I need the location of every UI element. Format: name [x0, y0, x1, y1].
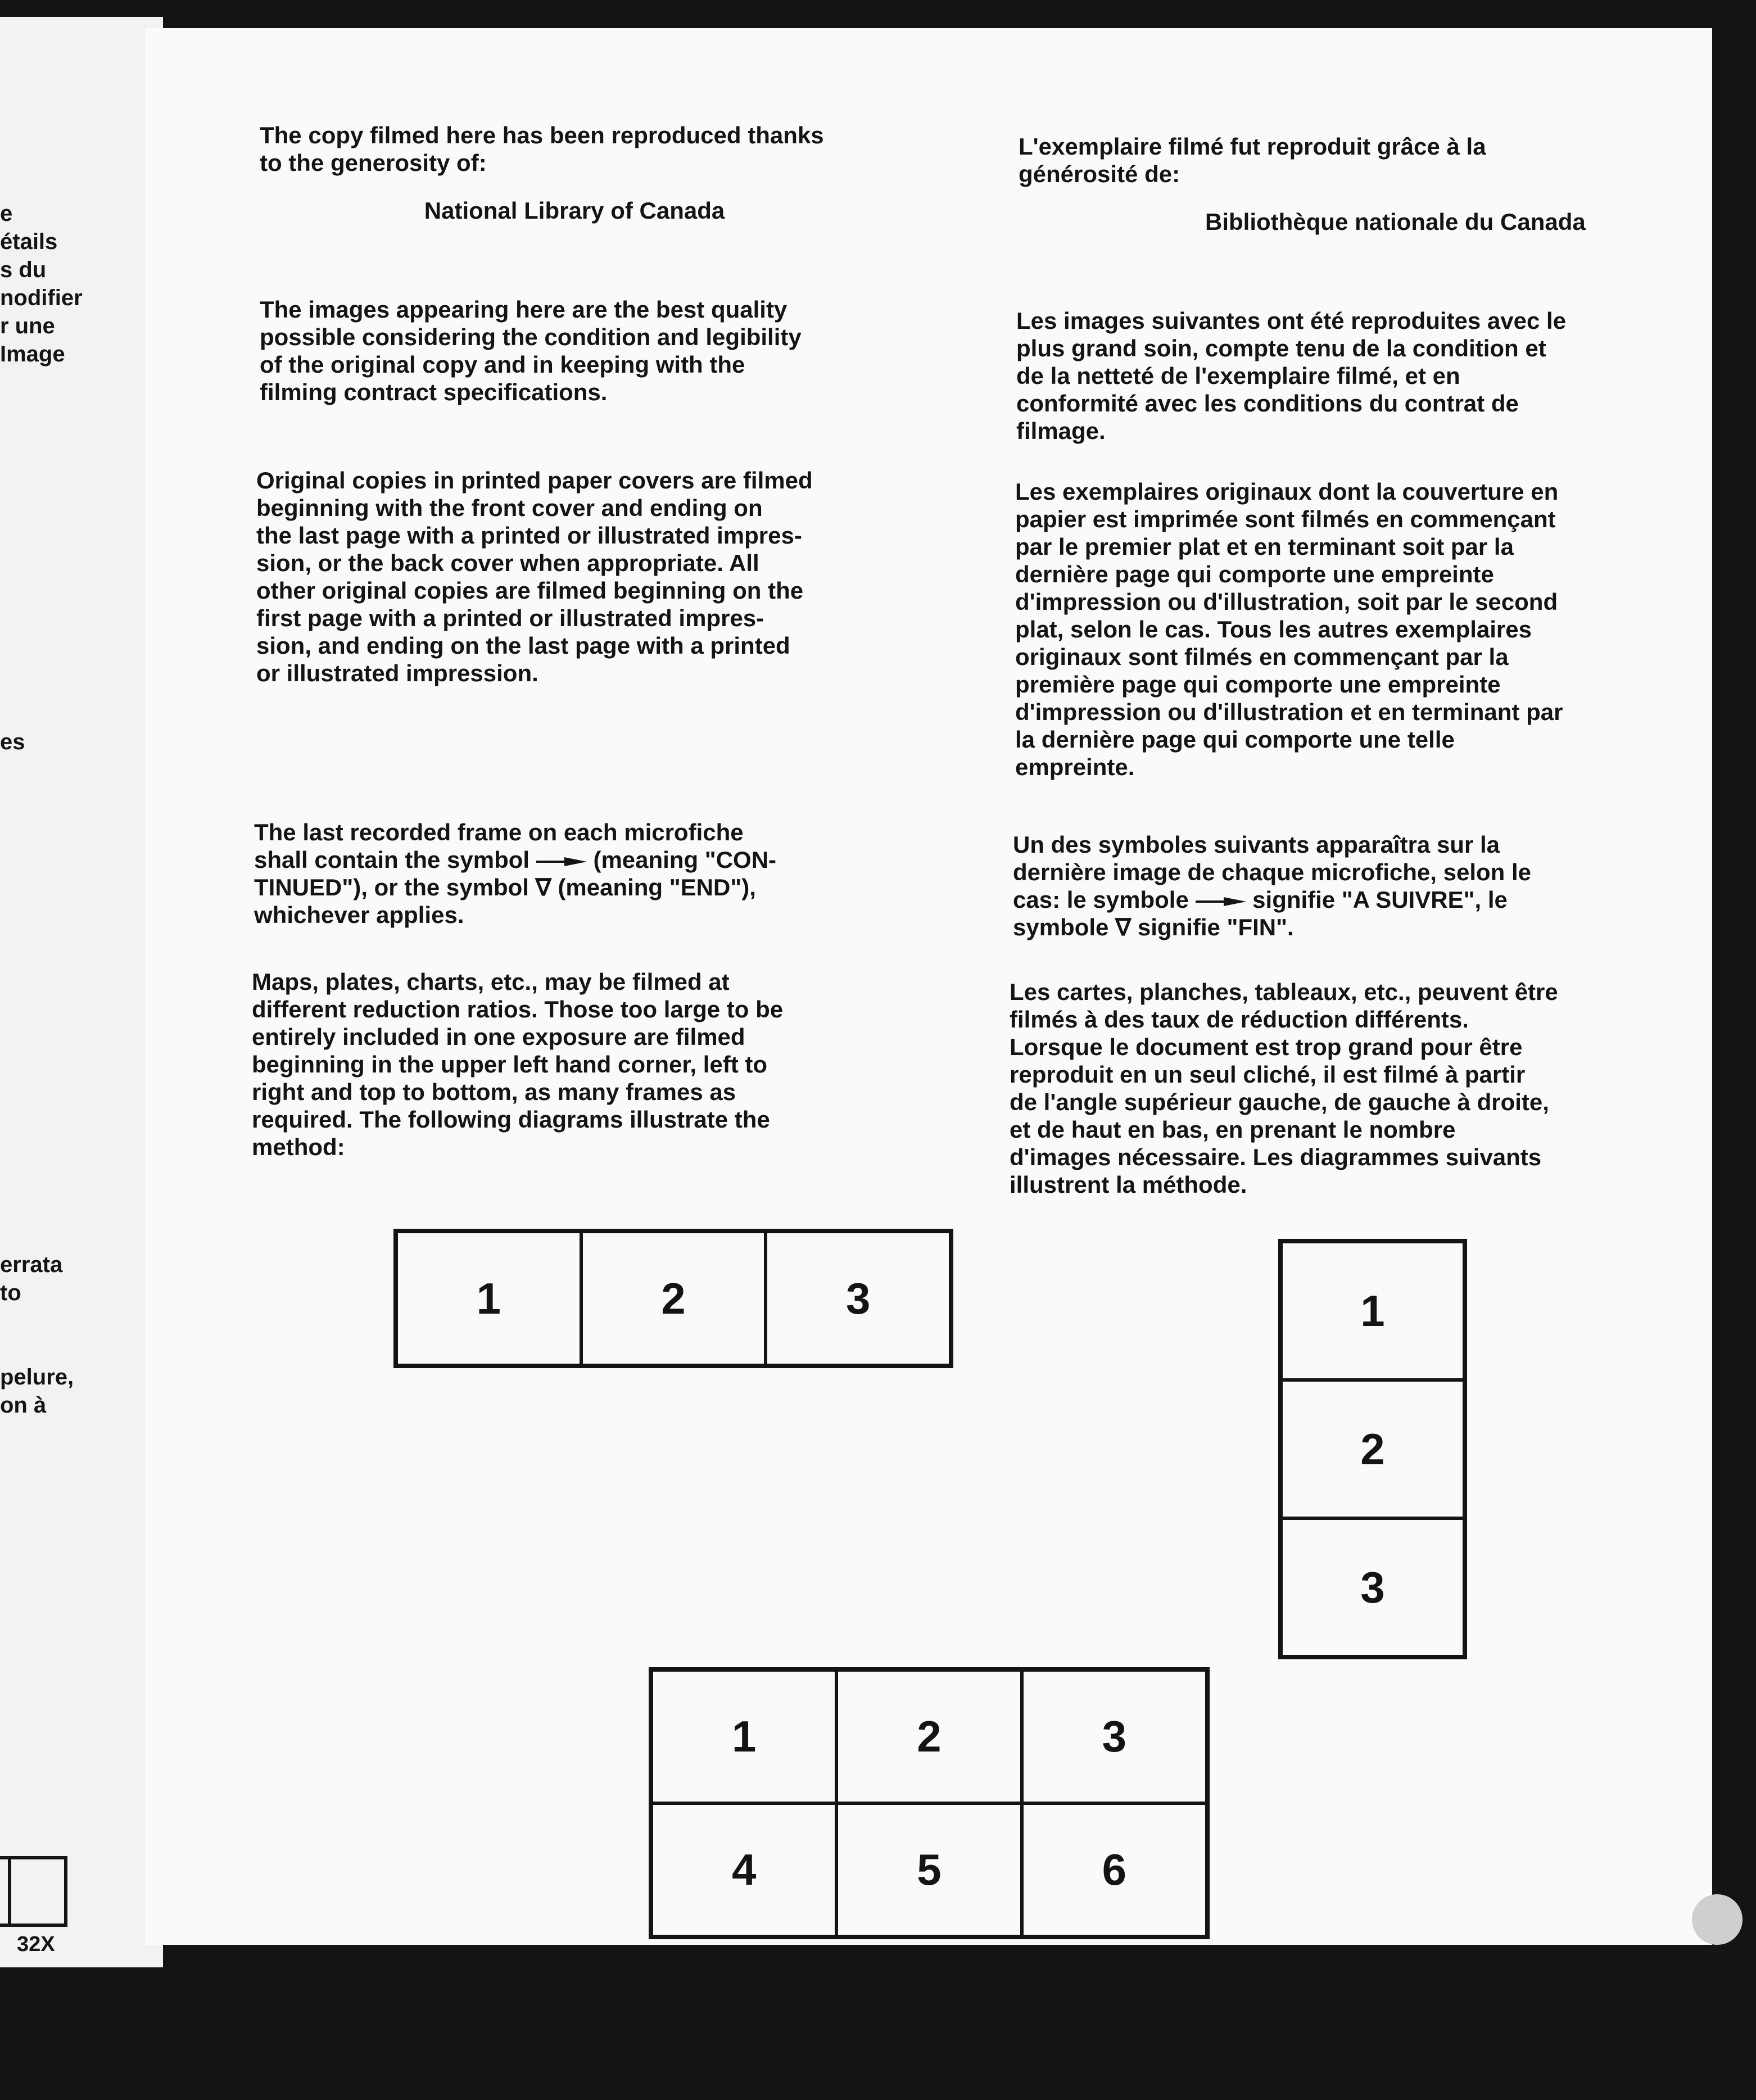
paragraph-line: beginning in the upper left hand corner, left to: [252, 1051, 768, 1078]
page: [145, 28, 1712, 1945]
text-span: shall contain the symbol: [254, 847, 530, 873]
diagram-horizontal: [393, 1229, 953, 1368]
paragraph-line: générosité de:: [1019, 161, 1180, 187]
paragraph-line: de la netteté de l'exemplaire filmé, et en: [1016, 363, 1460, 389]
paragraph-line: plat, selon le cas. Tous les autres exemplaires: [1015, 616, 1532, 642]
paragraph-line: papier est imprimée sont filmés en commençant: [1015, 506, 1556, 532]
paragraph-line: première page qui comporte une empreinte: [1015, 671, 1501, 698]
previous-page-edge: [0, 17, 163, 1967]
frame-cell: 2: [581, 1232, 766, 1365]
fragment-text: pelure,: [0, 1365, 74, 1390]
fragment-text: es: [0, 730, 25, 754]
paragraph-line: empreinte.: [1015, 754, 1135, 780]
paragraph-line: the last page with a printed or illustrated impres-: [256, 522, 802, 549]
english-column: [260, 121, 1047, 176]
english-maps-paragraph: [252, 968, 1050, 1161]
paragraph-line: of the original copy and in keeping with the: [260, 351, 745, 378]
paragraph-line: illustrent la méthode.: [1010, 1171, 1247, 1198]
paragraph-line: The last recorded frame on each microfiche: [254, 819, 744, 845]
diagram-vertical: [1278, 1239, 1467, 1659]
frame-cell: 3: [766, 1232, 951, 1365]
text-span: cas: le symbole: [1013, 886, 1189, 913]
fragment-text: Image: [0, 342, 65, 366]
text-span: symbole: [1013, 914, 1109, 940]
french-quality-paragraph: [1016, 307, 1691, 445]
text-span: signifie "A SUIVRE", le: [1252, 886, 1508, 913]
paragraph-line: originaux sont filmés en commençant par la: [1015, 644, 1509, 670]
paragraph-line: d'impression ou d'illustration, soit par le second: [1015, 589, 1558, 615]
paragraph-line: The copy filmed here has been reproduced thanks: [260, 122, 824, 148]
paragraph-line: conformité avec les conditions du contrat de: [1016, 390, 1519, 417]
institution-name-en: National Library of Canada: [424, 197, 725, 224]
paragraph-line: Lorsque le document est trop grand pour être: [1010, 1034, 1523, 1060]
paragraph-line: Les cartes, planches, tableaux, etc., peuvent être: [1010, 979, 1558, 1005]
paragraph-line: right and top to bottom, as many frames as: [252, 1079, 736, 1105]
paragraph-line: whichever applies.: [254, 902, 464, 928]
frame-cell: 1: [651, 1670, 836, 1803]
paragraph-line: par le premier plat et en terminant soit par la: [1015, 533, 1514, 560]
arrow-icon: [1196, 897, 1246, 906]
paragraph-line: et de haut en bas, en prenant le nombre: [1010, 1116, 1456, 1143]
paragraph-line: sion, or the back cover when appropriate. All: [256, 550, 759, 576]
french-column: [1019, 133, 1693, 188]
paragraph-line: reproduit en un seul cliché, il est filmé à partir: [1010, 1061, 1526, 1088]
paragraph-line: de l'angle supérieur gauche, de gauche à droite,: [1010, 1089, 1549, 1115]
frame-cell: 3: [1281, 1518, 1464, 1657]
paragraph-line: filmage.: [1016, 418, 1106, 444]
frame-cell: 4: [651, 1803, 836, 1936]
paragraph-line: dernière image de chaque microfiche, selon le: [1013, 859, 1531, 885]
french-symbol-paragraph: [1013, 831, 1699, 941]
fragment-text: on à: [0, 1393, 47, 1418]
english-originals-paragraph: [256, 467, 1054, 687]
paragraph-line: beginning with the front cover and ending on: [256, 495, 763, 521]
fragment-text: étails: [0, 229, 58, 254]
english-quality-paragraph: [260, 296, 1047, 406]
fragment-text: e: [0, 201, 13, 226]
fragment-text: nodifier: [0, 286, 83, 310]
paragraph-line: other original copies are filmed beginning on the: [256, 577, 804, 604]
paragraph-line: d'images nécessaire. Les diagrammes suivants: [1010, 1144, 1542, 1170]
reduction-label: 32X: [17, 1932, 55, 1956]
paragraph-line: Original copies in printed paper covers are filmed: [256, 467, 813, 494]
frame-cell: 6: [1022, 1803, 1207, 1936]
triangle-icon: ∇: [535, 874, 551, 900]
institution-name-fr: Bibliothèque nationale du Canada: [1205, 209, 1586, 235]
paragraph-line: entirely included in one exposure are filmed: [252, 1024, 745, 1050]
text-span: TINUED"), or the symbol: [254, 874, 529, 900]
french-maps-paragraph: [1010, 978, 1695, 1198]
paragraph-line: plus grand soin, compte tenu de la condition et: [1016, 335, 1546, 361]
paragraph-line: required. The following diagrams illustrate the: [252, 1106, 770, 1133]
reduction-box: [0, 1856, 67, 1927]
french-originals-paragraph: [1015, 478, 1701, 781]
paragraph-line: la dernière page qui comporte une telle: [1015, 726, 1455, 753]
fragment-text: r une: [0, 314, 55, 338]
frame-cell: 3: [1022, 1670, 1207, 1803]
paragraph-line: possible considering the condition and legibility: [260, 324, 802, 350]
paragraph-line: Maps, plates, charts, etc., may be filmed at: [252, 968, 730, 995]
triangle-icon: ∇: [1115, 914, 1132, 940]
paragraph-line: Un des symboles suivants apparaîtra sur la: [1013, 831, 1500, 858]
film-spot: [1692, 1894, 1743, 1945]
text-span: (meaning "CON-: [593, 847, 777, 873]
paragraph-line: Les exemplaires originaux dont la couverture en: [1015, 478, 1559, 505]
frame-cell: 1: [396, 1232, 581, 1365]
frame-cell: 1: [1281, 1242, 1464, 1380]
paragraph-line: first page with a printed or illustrated impres-: [256, 605, 764, 631]
paragraph-line: or illustrated impression.: [256, 660, 538, 686]
arrow-icon: [536, 857, 587, 866]
paragraph-line: d'impression ou d'illustration et en terminant par: [1015, 699, 1563, 725]
text-span: signifie "FIN".: [1137, 914, 1294, 940]
frame-cell: 2: [1281, 1380, 1464, 1518]
frame-cell: 5: [836, 1803, 1021, 1936]
paragraph-line: The images appearing here are the best quality: [260, 296, 788, 323]
paragraph-line: Les images suivantes ont été reproduites avec le: [1016, 307, 1567, 334]
paragraph-line: method:: [252, 1134, 345, 1160]
fragment-text: errata: [0, 1252, 63, 1277]
paragraph-line: to the generosity of:: [260, 150, 487, 176]
paragraph-line: dernière page qui comporte une empreinte: [1015, 561, 1494, 587]
paragraph-line: filmés à des taux de réduction différents.: [1010, 1006, 1469, 1033]
paragraph-line: different reduction ratios. Those too large to be: [252, 996, 784, 1022]
fragment-text: to: [0, 1280, 21, 1305]
paragraph-line: L'exemplaire filmé fut reproduit grâce à la: [1019, 133, 1486, 160]
paragraph-line: filming contract specifications.: [260, 379, 608, 405]
frame-cell: 2: [836, 1670, 1021, 1803]
diagram-grid: [649, 1667, 1210, 1939]
paragraph-line: sion, and ending on the last page with a printed: [256, 632, 790, 659]
english-symbol-paragraph: [254, 818, 1052, 929]
text-span: (meaning "END"),: [558, 874, 756, 900]
fragment-text: s du: [0, 257, 47, 282]
